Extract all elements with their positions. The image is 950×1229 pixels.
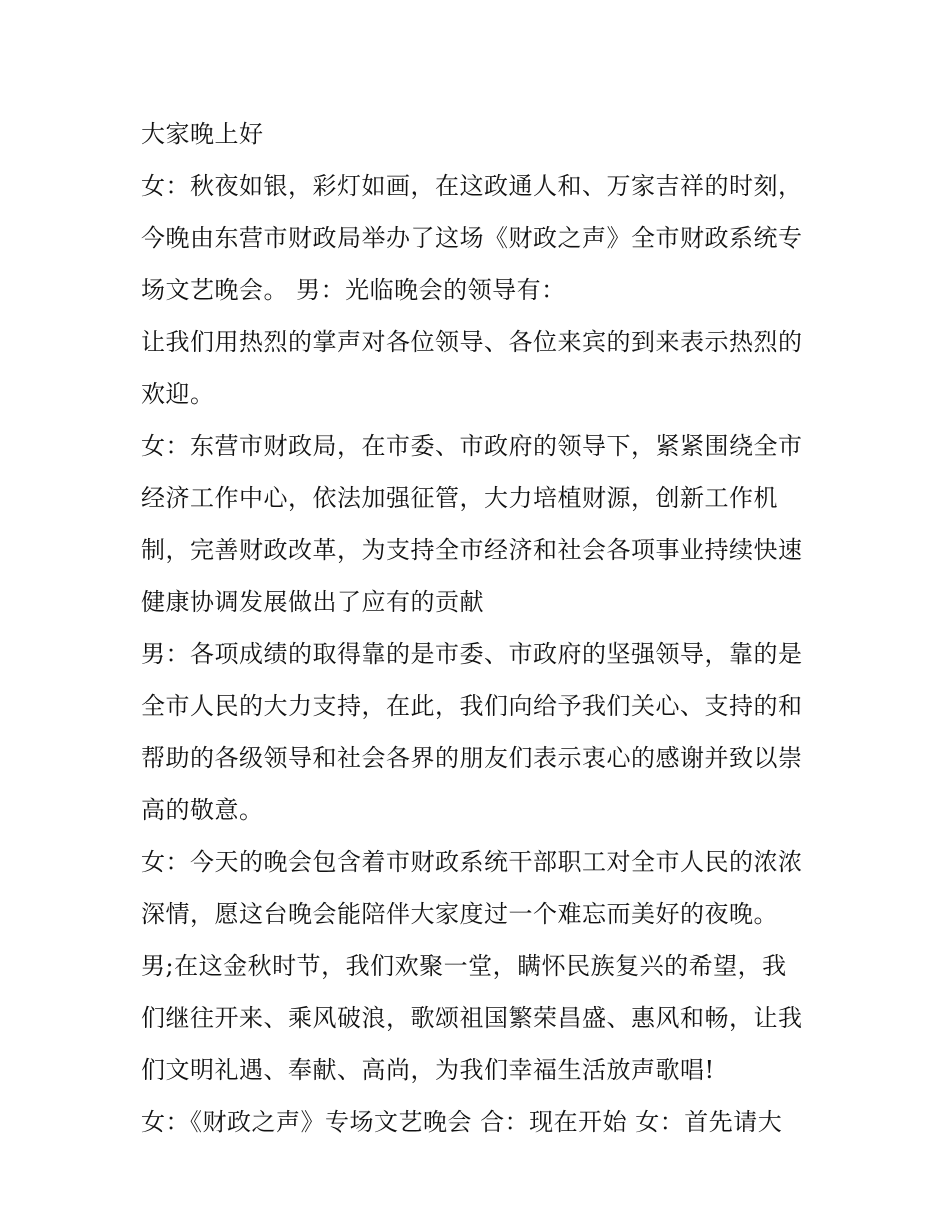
text-line: 们文明礼遇、奉献、高尚，为我们幸福生活放声歌唱! — [141, 1056, 715, 1084]
text-line: 男：各项成绩的取得靠的是市委、市政府的坚强领导，靠的是 — [141, 640, 803, 668]
document-body — [141, 108, 821, 1148]
text-line: 女：《财政之声》专场文艺晚会 合：现在开始 女：首先请大 — [141, 1108, 783, 1136]
text-line: 今晚由东营市财政局举办了这场《财政之声》全市财政系统专 — [141, 224, 803, 252]
text-line: 女：东营市财政局，在市委、市政府的领导下，紧紧围绕全市 — [141, 432, 803, 460]
text-line: 大家晚上好 — [141, 120, 264, 148]
text-line: 男;在这金秋时节，我们欢聚一堂，瞒怀民族复兴的希望，我 — [141, 952, 787, 980]
text-line: 让我们用热烈的掌声对各位领导、各位来宾的到来表示热烈的 — [141, 328, 803, 356]
text-line: 帮助的各级领导和社会各界的朋友们表示衷心的感谢并致以崇 — [141, 744, 803, 772]
text-line: 制，完善财政改革，为支持全市经济和社会各项事业持续快速 — [141, 536, 803, 564]
text-line: 女：秋夜如银，彩灯如画，在这政通人和、万家吉祥的时刻， — [141, 172, 803, 200]
text-line: 经济工作中心，依法加强征管，大力培植财源，创新工作机 — [141, 484, 778, 512]
text-line: 深情，愿这台晚会能陪伴大家度过一个难忘而美好的夜晚。 — [141, 900, 778, 928]
text-line: 全市人民的大力支持，在此，我们向给予我们关心、支持的和 — [141, 692, 803, 720]
text-line: 高的敬意。 — [141, 796, 264, 824]
text-line: 场文艺晚会。 男：光临晚会的领导有： — [141, 276, 566, 304]
text-line: 们继往开来、乘风破浪，歌颂祖国繁荣昌盛、惠风和畅，让我 — [141, 1004, 803, 1032]
text-line: 健康协调发展做出了应有的贡献 — [141, 588, 484, 616]
text-line: 女：今天的晚会包含着市财政系统干部职工对全市人民的浓浓 — [141, 848, 803, 876]
text-line: 欢迎。 — [141, 380, 215, 408]
